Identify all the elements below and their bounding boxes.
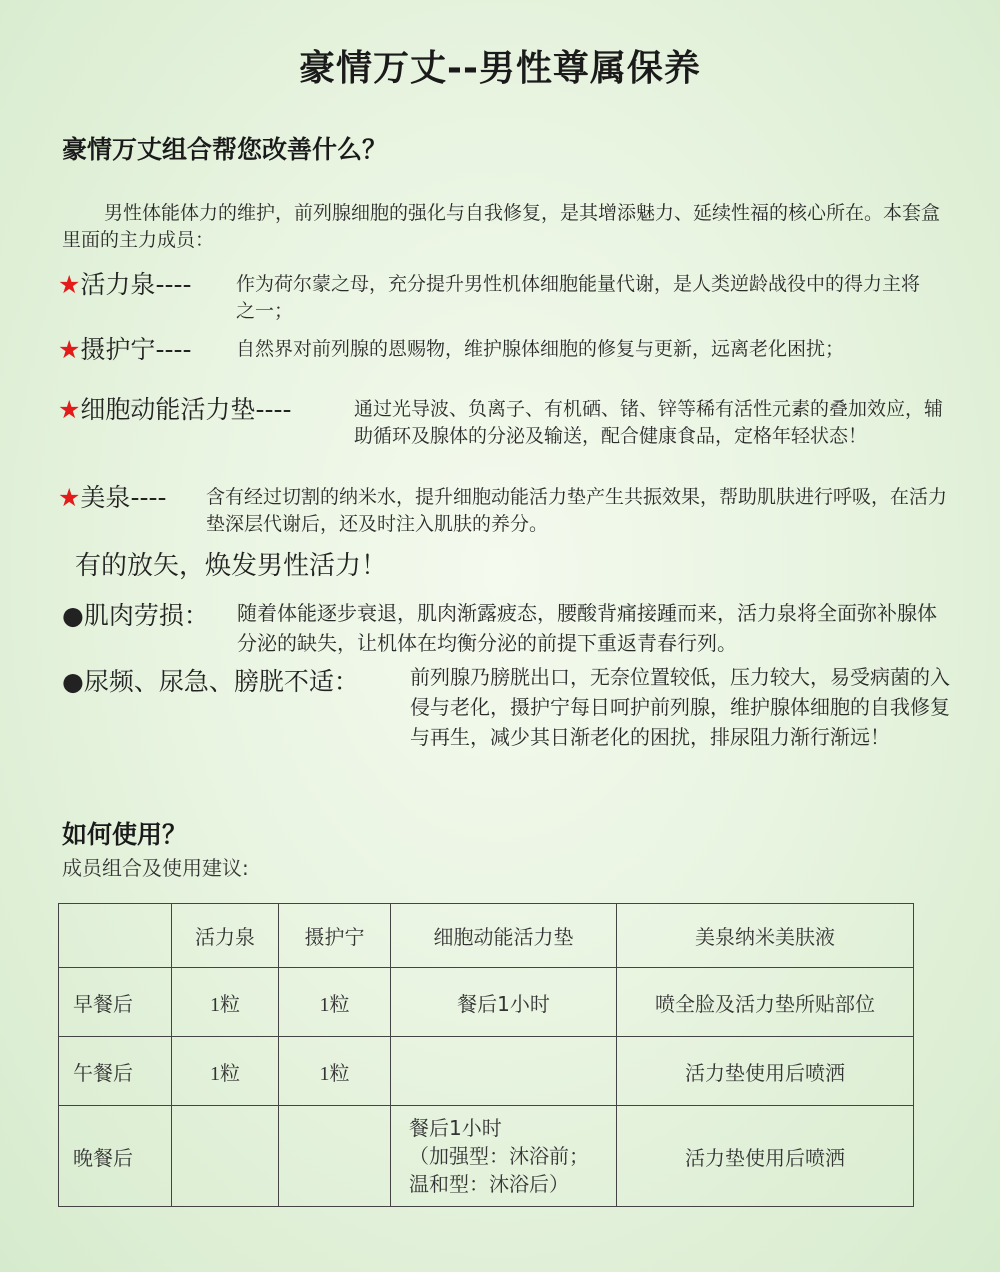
pad-timing: 餐后1小时 bbox=[409, 1116, 502, 1140]
table-cell: 1粒 bbox=[172, 1037, 279, 1106]
table-header-cell: 美泉纳米美肤液 bbox=[617, 904, 914, 968]
member-item bbox=[58, 265, 958, 325]
table-cell: 1粒 bbox=[172, 968, 279, 1037]
member-name: ★美泉---- bbox=[58, 483, 167, 512]
bullet-icon: ● bbox=[62, 667, 84, 696]
page-title: 豪情万丈--男性尊属保养 bbox=[299, 48, 701, 89]
table-cell: 1粒 bbox=[279, 1037, 391, 1106]
table-row bbox=[59, 968, 914, 1037]
pad-note-strong: （加强型：沐浴前； bbox=[409, 1144, 589, 1168]
table-header-cell: 摄护宁 bbox=[279, 904, 391, 968]
member-name: ★细胞动能活力垫---- bbox=[58, 395, 292, 424]
usage-table bbox=[58, 903, 914, 1207]
table-cell bbox=[391, 1037, 617, 1106]
table-cell: 活力垫使用后喷洒 bbox=[617, 1037, 914, 1106]
star-icon: ★ bbox=[58, 270, 81, 299]
table-cell: 餐后1小时 bbox=[391, 968, 617, 1037]
member-desc: 通过光导波、负离子、有机硒、锗、锌等稀有活性元素的叠加效应，辅助循环及腺体的分泌及输送，配合健康食品，定格年轻状态！ bbox=[354, 398, 944, 447]
benefit-desc: 随着体能逐步衰退，肌肉渐露疲态，腰酸背痛接踵而来，活力泉将全面弥补腺体分泌的缺失，让机体在均衡分泌的前提下重返青春行列。 bbox=[237, 601, 937, 655]
row-label: 晚餐后 bbox=[59, 1106, 172, 1207]
star-icon: ★ bbox=[58, 395, 81, 424]
table-row bbox=[59, 1106, 914, 1207]
member-item bbox=[58, 330, 958, 390]
table-cell bbox=[391, 1106, 617, 1207]
member-desc: 作为荷尔蒙之母，充分提升男性机体细胞能量代谢，是人类逆龄战役中的得力主将之一； bbox=[236, 273, 921, 322]
member-item bbox=[58, 478, 958, 538]
benefit-title: ●肌肉劳损： bbox=[62, 601, 209, 630]
section-heading-usage: 如何使用？ bbox=[62, 820, 188, 849]
member-desc: 自然界对前列腺的恩赐物，维护腺体细胞的修复与更新，远离老化困扰； bbox=[236, 338, 845, 360]
table-header-cell bbox=[59, 904, 172, 968]
table-cell: 活力垫使用后喷洒 bbox=[617, 1106, 914, 1207]
member-name: ★摄护宁---- bbox=[58, 335, 192, 364]
member-desc: 含有经过切割的纳米水，提升细胞动能活力垫产生共振效果，帮助肌肤进行呼吸，在活力垫深层代谢后，还及时注入肌肤的养分。 bbox=[206, 486, 948, 535]
table-row bbox=[59, 1037, 914, 1106]
table-header-cell: 活力泉 bbox=[172, 904, 279, 968]
member-name: ★活力泉---- bbox=[58, 270, 192, 299]
table-header-cell: 细胞动能活力垫 bbox=[391, 904, 617, 968]
benefit-item bbox=[62, 662, 952, 782]
intro-paragraph: 男性体能体力的维护，前列腺细胞的强化与自我修复，是其增添魅力、延续性福的核心所在。本套盒里面的主力成员： bbox=[62, 202, 941, 251]
benefit-desc: 前列腺乃膀胱出口，无奈位置较低，压力较大，易受病菌的入侵与老化，摄护宁每日呵护前列腺，维护腺体细胞的自我修复与再生，减少其日渐老化的困扰，排尿阻力渐行渐远！ bbox=[410, 665, 950, 749]
table-header-row bbox=[59, 904, 914, 968]
row-label: 午餐后 bbox=[59, 1037, 172, 1106]
section-heading-benefits: 豪情万丈组合帮您改善什么？ bbox=[62, 135, 388, 164]
member-item bbox=[58, 390, 958, 475]
pad-note-mild: 温和型：沐浴后） bbox=[409, 1172, 569, 1196]
slogan: 有的放矢，焕发男性活力！ bbox=[75, 551, 388, 581]
benefit-title: ●尿频、尿急、膀胱不适： bbox=[62, 667, 359, 696]
row-label: 早餐后 bbox=[59, 968, 172, 1037]
bullet-icon: ● bbox=[62, 601, 84, 630]
star-icon: ★ bbox=[58, 335, 81, 364]
table-cell bbox=[279, 1106, 391, 1207]
usage-subheading: 成员组合及使用建议: bbox=[62, 856, 249, 880]
benefit-item bbox=[62, 596, 952, 656]
table-cell: 1粒 bbox=[279, 968, 391, 1037]
star-icon: ★ bbox=[58, 483, 81, 512]
table-cell: 喷全脸及活力垫所贴部位 bbox=[617, 968, 914, 1037]
table-cell bbox=[172, 1106, 279, 1207]
